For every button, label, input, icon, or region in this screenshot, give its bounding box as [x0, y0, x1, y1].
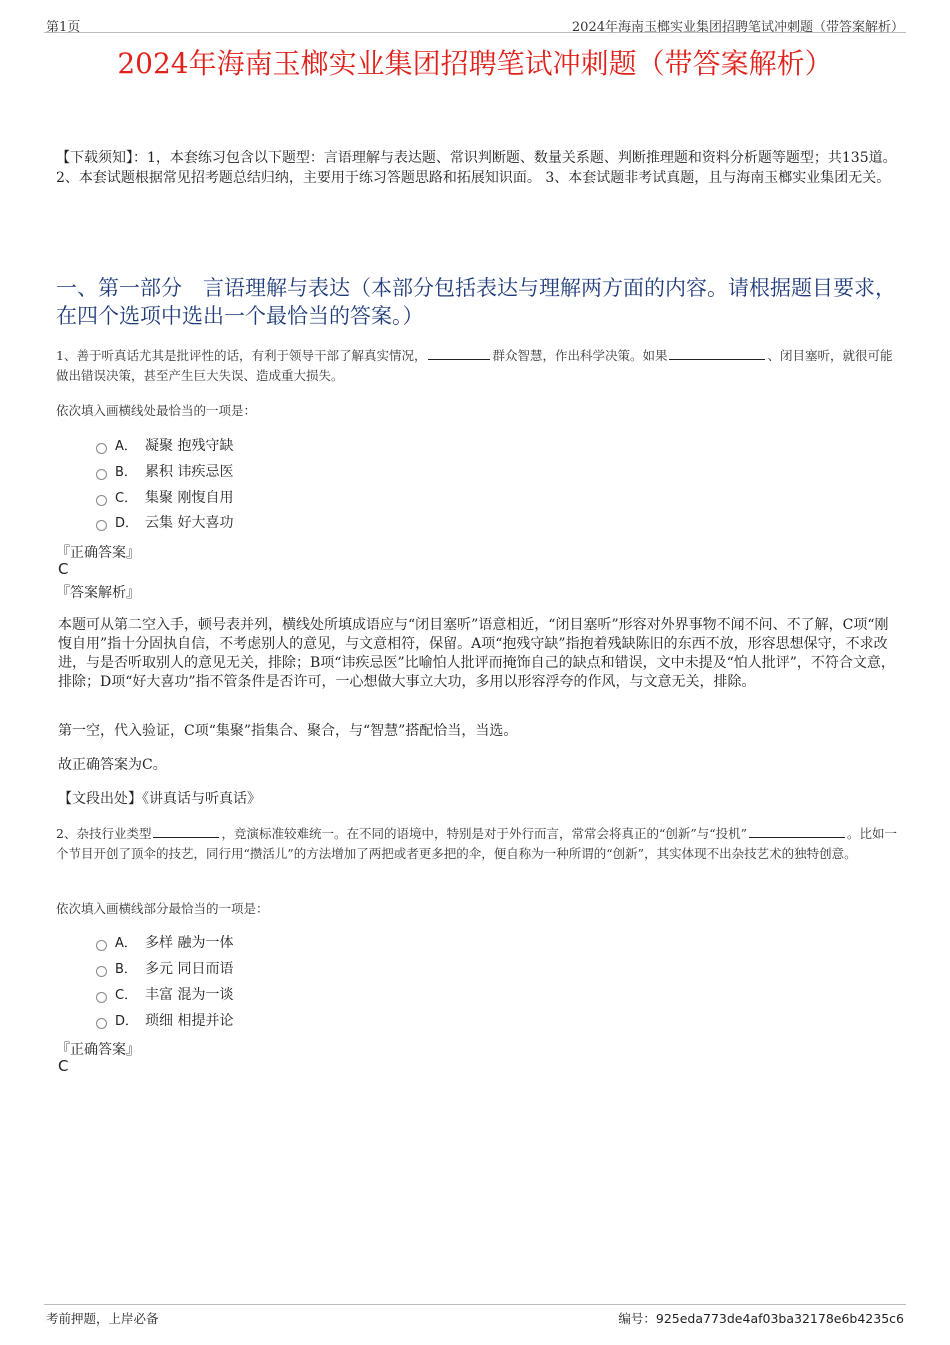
correct-answer: C — [58, 560, 69, 578]
radio-icon[interactable] — [96, 469, 107, 480]
radio-icon[interactable] — [96, 992, 107, 1003]
page-header — [44, 14, 906, 33]
footer-slogan: 考前押题，上岸必备 — [46, 1311, 159, 1326]
page-number: 第1页 — [46, 20, 81, 35]
correct-answer: C — [58, 1057, 69, 1075]
fill-blank — [669, 347, 765, 360]
option-b[interactable]: B． 多元 同日而语 — [96, 959, 233, 979]
radio-icon[interactable] — [96, 520, 107, 531]
fill-blank — [153, 825, 219, 838]
page-footer — [44, 1304, 906, 1327]
answer-label: 『正确答案』 — [56, 1042, 140, 1058]
page-title: 2024年海南玉榔实业集团招聘笔试冲刺题（带答案解析） — [117, 47, 833, 80]
radio-icon[interactable] — [96, 443, 107, 454]
option-a[interactable]: A． 凝聚 抱残守缺 — [96, 436, 233, 456]
radio-icon[interactable] — [96, 966, 107, 977]
option-b[interactable]: B． 累积 讳疾忌医 — [96, 462, 233, 482]
analysis-label: 『答案解析』 — [56, 585, 140, 601]
fill-blank — [428, 347, 490, 360]
analysis-conclusion: 故正确答案为C。 — [58, 757, 167, 773]
question-2-stem: 2、杂技行业类型 ，竞演标准较难统一。在不同的语境中，特别是对于外行而言，常常会将真正的“创新”与“投机” 。比如一个节目开创了顶伞的技艺，同行用“攒活儿”的方法增加了两把或者更多把的伞，便自称为一种所谓的“创新”，其实体现不出杂技艺术的独特创意。 — [56, 826, 898, 861]
question-1-instruction: 依次填入画横线处最恰当的一项是： — [56, 403, 257, 418]
fill-blank — [749, 825, 845, 838]
option-c[interactable]: C． 丰富 混为一谈 — [96, 985, 233, 1005]
radio-icon[interactable] — [96, 495, 107, 506]
analysis-paragraph: 第一空，代入验证，C项“集聚”指集合、聚合，与“智慧”搭配恰当，当选。 — [58, 723, 518, 739]
radio-icon[interactable] — [96, 1018, 107, 1029]
answer-label: 『正确答案』 — [56, 545, 140, 561]
document-id: 编号：925eda773de4af03ba32178e6b4235c6 — [618, 1311, 904, 1326]
section-title: 一、第一部分 言语理解与表达（本部分包括表达与理解两方面的内容。请根据题目要求，在四个选项中选出一个最恰当的答案。） — [56, 276, 896, 328]
text-source: 【文段出处】《讲真话与听真话》 — [58, 791, 261, 807]
analysis-paragraph: 本题可从第二空入手，顿号表并列，横线处所填成语应与“闭目塞听”语意相近，“闭目塞听”形容对外界事物不闻不问、不了解，C项“刚愎自用”指十分固执自信，不考虑别人的意见，与文意相符，保留。A项“抱残守缺”指抱着残缺陈旧的东西不放，形容思想保守，不求改进，与是否听取别人的意见无关，排除；B项“讳疾忌医”比喻怕人批评而掩饰自己的缺点和错误，文中未提及“怕人批评”，不符合文意，排除；D项“好大喜功”指不管条件是否许可，一心想做大事立大功，多用以形容浮夸的作风，与文意无关，排除。 — [58, 617, 895, 690]
option-c[interactable]: C． 集聚 刚愎自用 — [96, 488, 233, 508]
radio-icon[interactable] — [96, 940, 107, 951]
option-a[interactable]: A． 多样 融为一体 — [96, 933, 233, 953]
question-2-instruction: 依次填入画横线部分最恰当的一项是： — [56, 901, 269, 916]
option-d[interactable]: D． 云集 好大喜功 — [96, 513, 233, 533]
option-d[interactable]: D． 琐细 相提并论 — [96, 1011, 233, 1031]
download-notice: 【下载须知】：1，本套练习包含以下题型：言语理解与表达题、常识判断题、数量关系题、判断推理题和资料分析题等题型；共135道。 2、本套试题根据常见招考题总结归纳，主要用于练习答题思路和拓展知识面。 3、本套试题非考试真题，且与海南玉榔实业集团无关。 — [56, 150, 897, 186]
header-doc-title: 2024年海南玉榔实业集团招聘笔试冲刺题（带答案解析） — [571, 20, 904, 35]
question-1-stem: 1、善于听真话尤其是批评性的话，有利于领导干部了解真实情况， 群众智慧，作出科学决策。如果 、闭目塞听，就很可能做出错误决策，甚至产生巨大失误、造成重大损失。 — [56, 348, 893, 383]
